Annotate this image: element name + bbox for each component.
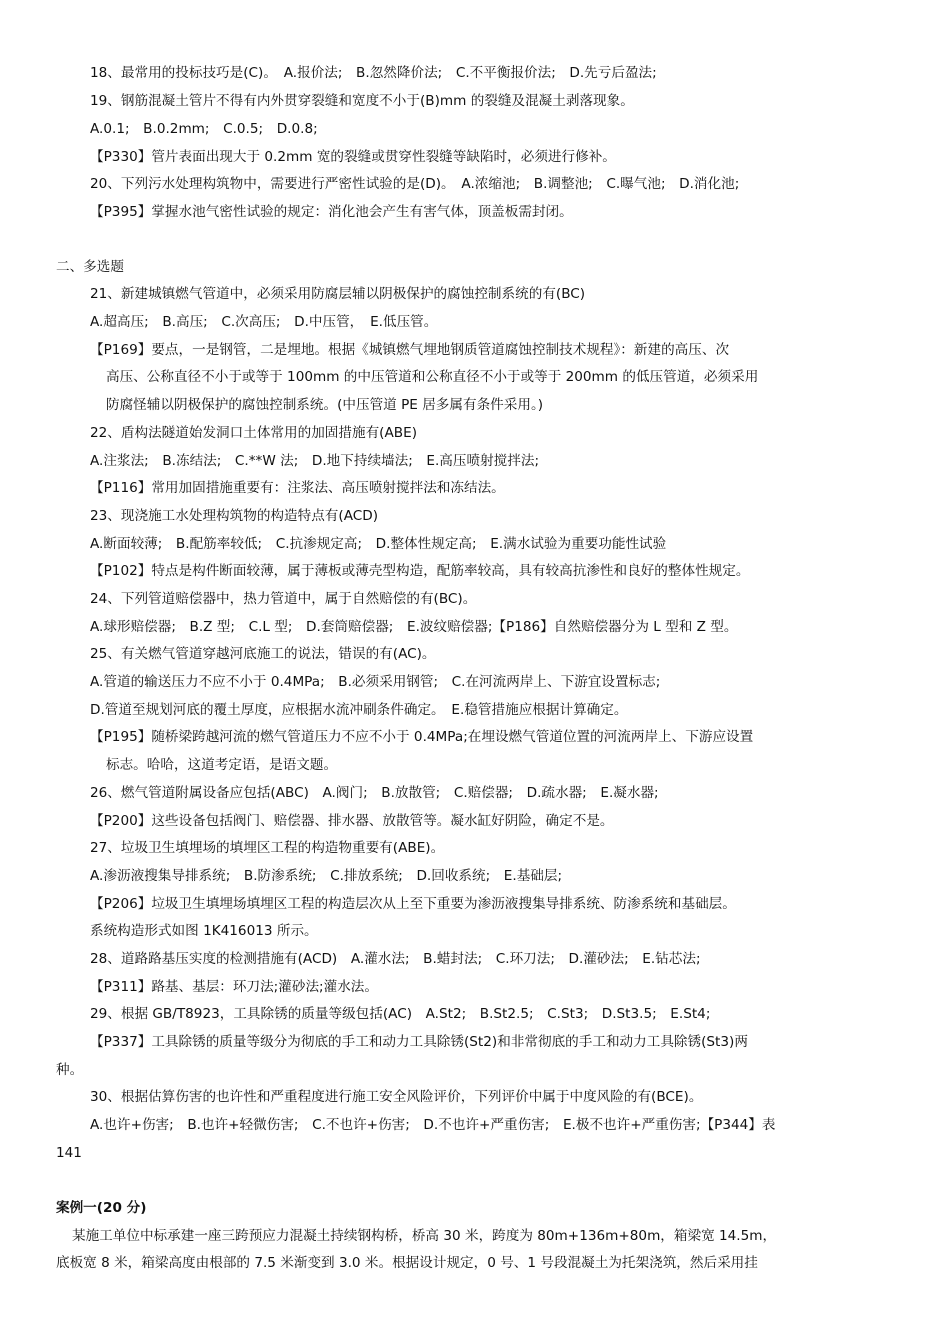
- question-25-note-cont: 标志。哈哈，这道考定语，是语文题。: [106, 757, 338, 773]
- question-18: 18、最常用的投标技巧是(C)。 A.报价法; B.忽然降价法; C.不平衡报价法; D.先亏后盈法;: [90, 65, 657, 81]
- question-27-note-cont: 系统构造形式如图 1K416013 所示。: [90, 923, 318, 939]
- question-21: 21、新建城镇燃气管道中，必须采用防腐层辅以阴极保护的腐蚀控制系统的有(BC): [90, 286, 586, 302]
- question-23-options: A.断面较薄; B.配筋率较低; C.抗渗规定高; D.整体性规定高; E.满水试验为重要功能性试验: [90, 536, 667, 552]
- question-29-note: 【P337】工具除锈的质量等级分为彻底的手工和动力工具除锈(St2)和非常彻底的手工和动力工具除锈(St3)两: [90, 1034, 748, 1050]
- question-30-options-cont: 141: [56, 1145, 82, 1161]
- question-21-options: A.超高压; B.高压; C.次高压; D.中压管， E.低压管。: [90, 314, 438, 330]
- question-25-note: 【P195】随桥梁跨越河流的燃气管道压力不应不小于 0.4MPa;在埋设燃气管道位置的河流两岸上、下游应设置: [90, 729, 754, 745]
- question-27-options: A.渗沥液搜集导排系统; B.防渗系统; C.排放系统; D.回收系统; E.基础层;: [90, 868, 563, 884]
- question-28-note: 【P311】路基、基层：环刀法;灌砂法;灌水法。: [90, 979, 378, 995]
- question-23-note: 【P102】特点是构件断面较薄，属于薄板或薄壳型构造，配筋率较高，具有较高抗渗性和良好的整体性规定。: [90, 563, 750, 579]
- question-30: 30、根据估算伤害的也许性和严重程度进行施工安全风险评价，下列评价中属于中度风险的有(BCE)。: [90, 1089, 703, 1105]
- question-21-note: 【P169】要点，一是钢管，二是埋地。根据《城镇燃气埋地钢质管道腐蚀控制技术规程》：新建的高压、次: [90, 342, 730, 358]
- question-23: 23、现浇施工水处理构筑物的构造特点有(ACD): [90, 508, 379, 524]
- question-21-note-cont: 高压、公称直径不小于或等于 100mm 的中压管道和公称直径不小于或等于 200mm 的低压管道，必须采用: [106, 369, 759, 385]
- question-25: 25、有关燃气管道穿越河底施工的说法，错误的有(AC)。: [90, 646, 436, 662]
- question-26-note: 【P200】这些设备包括阀门、赔偿器、排水器、放散管等。凝水缸好阴险，确定不是。: [90, 813, 614, 829]
- question-28: 28、道路路基压实度的检测措施有(ACD) A.灌水法; B.蜡封法; C.环刀法; D.灌砂法; E.钻芯法;: [90, 951, 701, 967]
- question-24-options: A.球形赔偿器; B.Z 型; C.L 型; D.套筒赔偿器; E.波纹赔偿器;【P186】自然赔偿器分为 L 型和 Z 型。: [90, 619, 738, 635]
- case-paragraph: 某施工单位中标承建一座三跨预应力混凝土持续钢构桥，桥高 30 米，跨度为 80m+136m+80m，箱梁宽 14.5m，: [72, 1228, 777, 1244]
- question-22-options: A.注浆法; B.冻结法; C.**W 法; D.地下持续墙法; E.高压喷射搅拌法;: [90, 453, 540, 469]
- question-19-options: A.0.1; B.0.2mm; C.0.5; D.0.8;: [90, 121, 318, 137]
- question-27: 27、垃圾卫生填埋场的填埋区工程的构造物重要有(ABE)。: [90, 840, 445, 856]
- case-heading: 案例一(20 分): [56, 1200, 147, 1216]
- question-20: 20、下列污水处理构筑物中，需要进行严密性试验的是(D)。 A.浓缩池; B.调整池; C.曝气池; D.消化池;: [90, 176, 740, 192]
- question-21-note-cont: 防腐怪辅以阴极保护的腐蚀控制系统。(中压管道 PE 居多属有条件采用。): [106, 397, 544, 413]
- case-paragraph-cont: 底板宽 8 米，箱梁高度由根部的 7.5 米渐变到 3.0 米。根据设计规定，0 号、1 号段混凝土为托架浇筑，然后采用挂: [56, 1255, 758, 1271]
- question-27-note: 【P206】垃圾卫生填埋场填埋区工程的构造层次从上至下重要为渗沥液搜集导排系统、防渗系统和基础层。: [90, 896, 736, 912]
- question-19-note: 【P330】管片表面出现大于 0.2mm 宽的裂缝或贯穿性裂缝等缺陷时，必须进行修补。: [90, 149, 616, 165]
- question-19: 19、钢筋混凝土管片不得有内外贯穿裂缝和宽度不小于(B)mm 的裂缝及混凝土剥落现象。: [90, 93, 634, 109]
- question-25-options: A.管道的输送压力不应不小于 0.4MPa; B.必须采用钢管; C.在河流两岸上、下游宜设置标志;: [90, 674, 661, 690]
- question-29: 29、根据 GB/T8923，工具除锈的质量等级包括(AC) A.St2; B.St2.5; C.St3; D.St3.5; E.St4;: [90, 1006, 711, 1022]
- question-24: 24、下列管道赔偿器中，热力管道中，属于自然赔偿的有(BC)。: [90, 591, 477, 607]
- question-26: 26、燃气管道附属设备应包括(ABC) A.阀门; B.放散管; C.赔偿器; D.疏水器; E.凝水器;: [90, 785, 659, 801]
- question-25-options-cont: D.管道至规划河底的覆土厚度，应根据水流冲刷条件确定。 E.稳管措施应根据计算确定。: [90, 702, 628, 718]
- question-20-note: 【P395】掌握水池气密性试验的规定：消化池会产生有害气体，顶盖板需封闭。: [90, 204, 573, 220]
- section-heading-multiple-choice: 二、多选题: [56, 259, 124, 275]
- question-22-note: 【P116】常用加固措施重要有：注浆法、高压喷射搅拌法和冻结法。: [90, 480, 505, 496]
- question-29-note-cont: 种。: [56, 1062, 84, 1078]
- question-30-options: A.也许+伤害; B.也许+轻微伤害; C.不也许+伤害; D.不也许+严重伤害; E.极不也许+严重伤害;【P344】表: [90, 1117, 776, 1133]
- question-22: 22、盾构法隧道始发洞口土体常用的加固措施有(ABE): [90, 425, 417, 441]
